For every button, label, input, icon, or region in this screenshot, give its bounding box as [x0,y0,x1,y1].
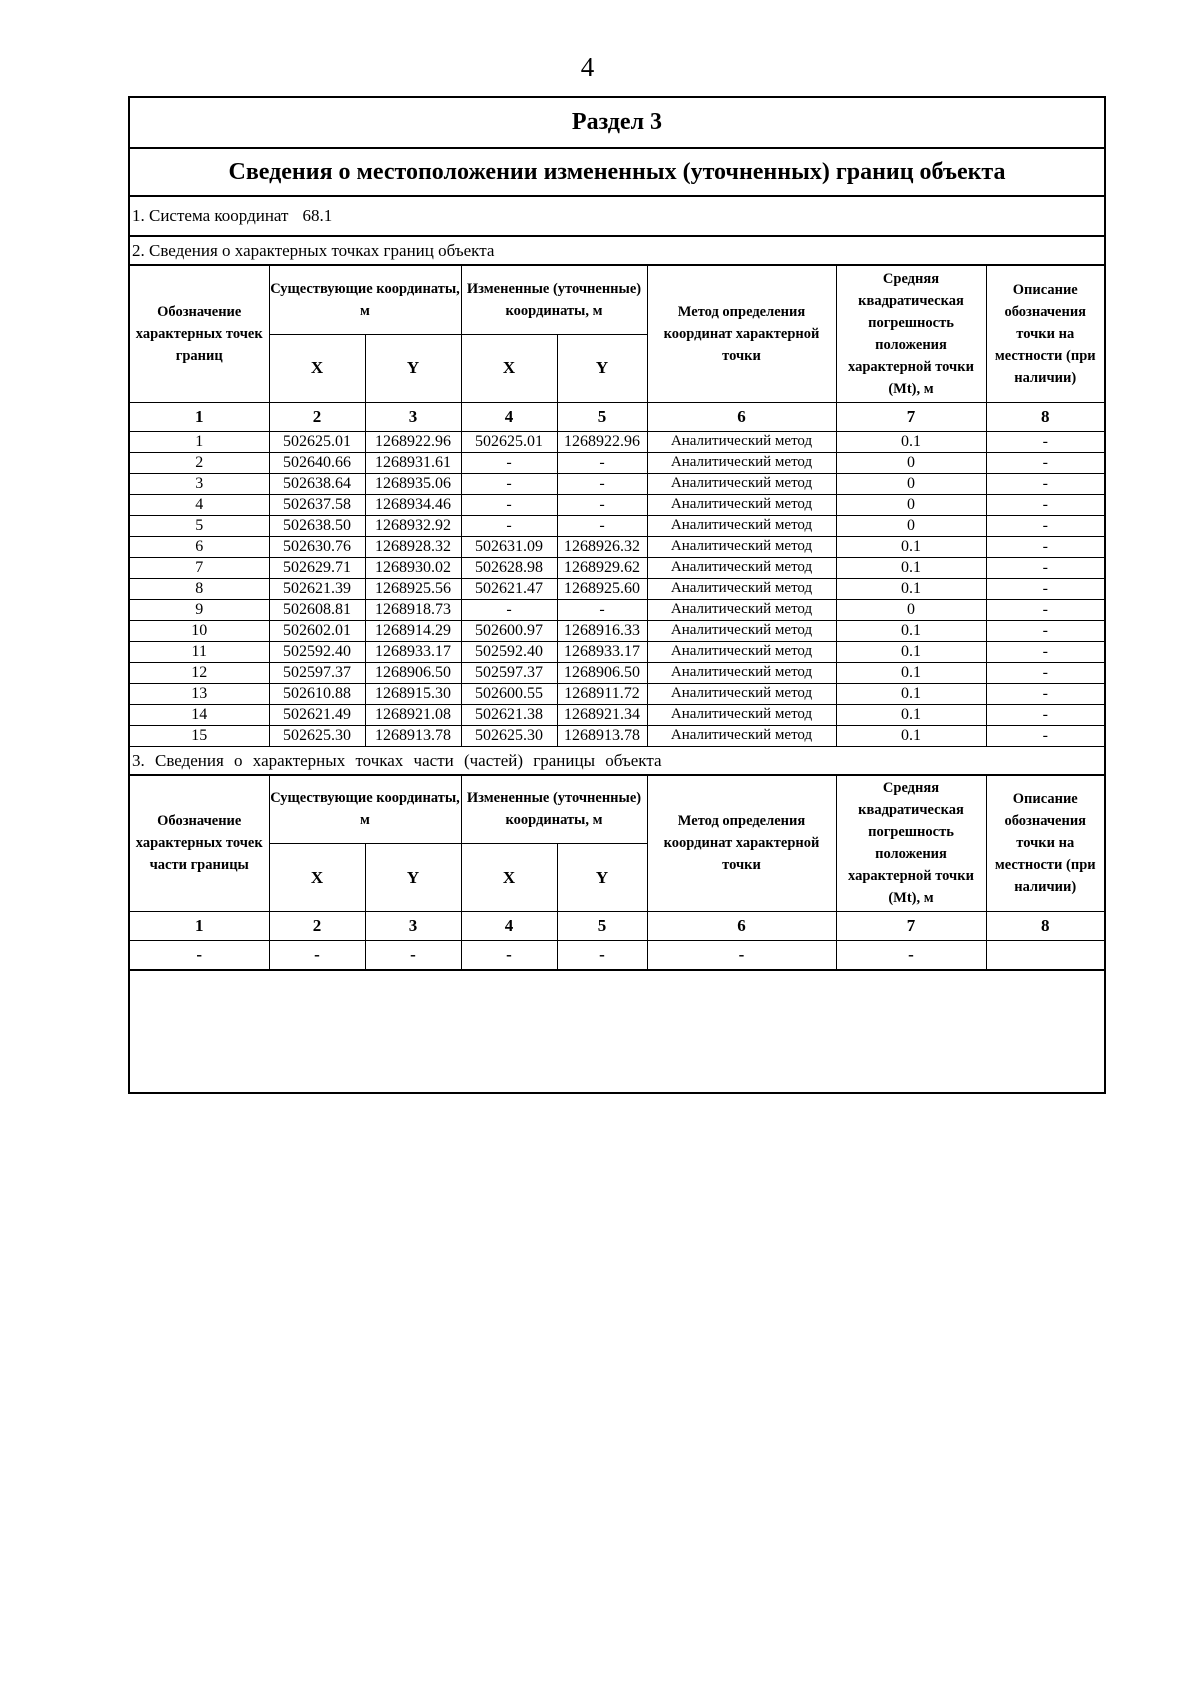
method-cell: Аналитический метод [647,662,836,683]
error-cell: 0.1 [836,620,986,641]
existing-y-cell: 1268921.08 [365,704,461,725]
changed-y-cell: - [557,599,647,620]
existing-y-cell: 1268922.96 [365,431,461,452]
description-cell: - [986,704,1104,725]
existing-x-cell: 502597.37 [269,662,365,683]
description-cell: - [986,536,1104,557]
changed-x-cell: - [461,599,557,620]
existing-x-cell: - [269,941,365,970]
error-cell: 0.1 [836,536,986,557]
description-cell [986,941,1104,970]
method-cell: Аналитический метод [647,704,836,725]
changed-y-cell: 1268922.96 [557,431,647,452]
changed-x-cell: 502592.40 [461,641,557,662]
changed-x-cell: 502621.47 [461,578,557,599]
table-row [130,641,1104,662]
existing-x-cell: 502602.01 [269,620,365,641]
header-changed-y: Y [557,334,647,402]
table-row [130,662,1104,683]
column-number: 5 [557,402,647,431]
changed-y-cell: 1268926.32 [557,536,647,557]
column-numbers-row [130,402,1104,431]
method-cell: Аналитический метод [647,599,836,620]
table-row [130,683,1104,704]
description-cell: - [986,578,1104,599]
table-row [130,473,1104,494]
changed-y-cell: 1268916.33 [557,620,647,641]
boundary-points-table [130,266,1104,747]
table-row [130,704,1104,725]
column-number: 4 [461,402,557,431]
description-cell: - [986,662,1104,683]
description-cell: - [986,683,1104,704]
method-cell: Аналитический метод [647,641,836,662]
description-cell: - [986,620,1104,641]
point-number-cell: 9 [130,599,269,620]
header-description: Описание обозначения точки на местности (при наличии) [986,776,1104,912]
existing-x-cell: 502610.88 [269,683,365,704]
existing-x-cell: 502638.50 [269,515,365,536]
column-number: 8 [986,912,1104,941]
header-designation: Обозначение характерных точек границ [130,266,269,402]
existing-y-cell: 1268934.46 [365,494,461,515]
table-row [130,557,1104,578]
point-number-cell: 14 [130,704,269,725]
point-number-cell: 3 [130,473,269,494]
document-title: Сведения о местоположении измененных (уточненных) границ объекта [130,149,1104,197]
section-title: Раздел 3 [130,98,1104,149]
method-cell: Аналитический метод [647,578,836,599]
error-cell: 0.1 [836,578,986,599]
point-number-cell: 13 [130,683,269,704]
part3-title: 3. Сведения о характерных точках части (частей) границы объекта [130,747,1104,776]
description-cell: - [986,725,1104,746]
table-row [130,494,1104,515]
existing-x-cell: 502637.58 [269,494,365,515]
column-number: 1 [130,402,269,431]
header-existing-x: X [269,844,365,912]
header-existing-y: Y [365,844,461,912]
document-frame [128,96,1106,1094]
description-cell: - [986,431,1104,452]
header-changed-coords: Измененные (уточненные) координаты, м [461,776,647,844]
method-cell: - [647,941,836,970]
point-number-cell: 11 [130,641,269,662]
point-number-cell: 8 [130,578,269,599]
changed-x-cell: 502597.37 [461,662,557,683]
existing-y-cell: 1268931.61 [365,452,461,473]
coordinate-system-label: 1. Система координат [132,206,289,225]
changed-x-cell: - [461,452,557,473]
method-cell: Аналитический метод [647,431,836,452]
table-row [130,599,1104,620]
existing-y-cell: 1268906.50 [365,662,461,683]
method-cell: Аналитический метод [647,473,836,494]
changed-y-cell: - [557,452,647,473]
existing-x-cell: 502592.40 [269,641,365,662]
column-number: 2 [269,402,365,431]
existing-y-cell: 1268932.92 [365,515,461,536]
coordinate-system-row [130,197,1104,237]
changed-x-cell: 502628.98 [461,557,557,578]
header-changed-x: X [461,844,557,912]
point-number-cell: 7 [130,557,269,578]
changed-x-cell: - [461,941,557,970]
point-number-cell: 2 [130,452,269,473]
changed-y-cell: 1268933.17 [557,641,647,662]
method-cell: Аналитический метод [647,452,836,473]
column-number: 8 [986,402,1104,431]
existing-y-cell: 1268933.17 [365,641,461,662]
existing-y-cell: 1268914.29 [365,620,461,641]
existing-x-cell: 502608.81 [269,599,365,620]
method-cell: Аналитический метод [647,536,836,557]
part2-title: 2. Сведения о характерных точках границ объекта [130,237,1104,266]
table-row [130,536,1104,557]
description-cell: - [986,452,1104,473]
error-cell: 0.1 [836,662,986,683]
point-number-cell: 5 [130,515,269,536]
changed-y-cell: 1268925.60 [557,578,647,599]
table-row [130,725,1104,746]
header-changed-x: X [461,334,557,402]
error-cell: 0.1 [836,725,986,746]
header-existing-x: X [269,334,365,402]
method-cell: Аналитический метод [647,515,836,536]
column-number: 7 [836,912,986,941]
column-number: 5 [557,912,647,941]
changed-x-cell: - [461,494,557,515]
error-cell: 0.1 [836,557,986,578]
column-number: 6 [647,402,836,431]
changed-x-cell: 502600.55 [461,683,557,704]
boundary-points-body [130,431,1104,746]
header-existing-coords: Существующие координаты, м [269,776,461,844]
description-cell: - [986,599,1104,620]
method-cell: Аналитический метод [647,620,836,641]
page-number: 4 [580,52,595,82]
error-cell: 0.1 [836,704,986,725]
error-cell: 0 [836,473,986,494]
changed-x-cell: - [461,473,557,494]
method-cell: Аналитический метод [647,494,836,515]
point-number-cell: 1 [130,431,269,452]
part-boundary-points-table [130,776,1104,971]
point-number-cell: 10 [130,620,269,641]
table-row [130,515,1104,536]
error-cell: 0 [836,515,986,536]
table-row [130,578,1104,599]
changed-y-cell: - [557,941,647,970]
error-cell: 0.1 [836,641,986,662]
column-number: 1 [130,912,269,941]
changed-y-cell: - [557,473,647,494]
header-changed-y: Y [557,844,647,912]
existing-y-cell: 1268925.56 [365,578,461,599]
header-existing-y: Y [365,334,461,402]
header-error: Средняя квадратическая погрешность положения характерной точки (Mt), м [836,266,986,402]
existing-y-cell: 1268930.02 [365,557,461,578]
changed-x-cell: 502600.97 [461,620,557,641]
existing-x-cell: 502621.39 [269,578,365,599]
header-method: Метод определения координат характерной точки [647,266,836,402]
method-cell: Аналитический метод [647,725,836,746]
existing-x-cell: 502625.01 [269,431,365,452]
changed-x-cell: 502621.38 [461,704,557,725]
error-cell: 0 [836,599,986,620]
method-cell: Аналитический метод [647,557,836,578]
column-number: 3 [365,912,461,941]
description-cell: - [986,473,1104,494]
existing-y-cell: 1268913.78 [365,725,461,746]
header-description: Описание обозначения точки на местности (при наличии) [986,266,1104,402]
method-cell: Аналитический метод [647,683,836,704]
changed-y-cell: 1268911.72 [557,683,647,704]
changed-y-cell: - [557,494,647,515]
header-designation: Обозначение характерных точек части границы [130,776,269,912]
point-number-cell: 15 [130,725,269,746]
existing-x-cell: 502630.76 [269,536,365,557]
existing-x-cell: 502640.66 [269,452,365,473]
changed-y-cell: - [557,515,647,536]
error-cell: 0 [836,452,986,473]
column-number: 3 [365,402,461,431]
point-number-cell: - [130,941,269,970]
error-cell: - [836,941,986,970]
column-number: 4 [461,912,557,941]
header-existing-coords: Существующие координаты, м [269,266,461,334]
changed-y-cell: 1268913.78 [557,725,647,746]
error-cell: 0.1 [836,683,986,704]
description-cell: - [986,641,1104,662]
changed-x-cell: 502625.01 [461,431,557,452]
existing-x-cell: 502638.64 [269,473,365,494]
header-error: Средняя квадратическая погрешность положения характерной точки (Mt), м [836,776,986,912]
point-number-cell: 12 [130,662,269,683]
part-boundary-points-body [130,941,1104,970]
point-number-cell: 6 [130,536,269,557]
blank-notes-area [130,970,1104,1077]
changed-y-cell: 1268921.34 [557,704,647,725]
error-cell: 0.1 [836,431,986,452]
description-cell: - [986,557,1104,578]
column-numbers-row [130,912,1104,941]
column-number: 2 [269,912,365,941]
changed-x-cell: 502625.30 [461,725,557,746]
error-cell: 0 [836,494,986,515]
table-row [130,431,1104,452]
existing-y-cell: 1268915.30 [365,683,461,704]
description-cell: - [986,494,1104,515]
existing-x-cell: 502621.49 [269,704,365,725]
changed-y-cell: 1268906.50 [557,662,647,683]
existing-y-cell: - [365,941,461,970]
column-number: 7 [836,402,986,431]
changed-x-cell: - [461,515,557,536]
table-row [130,452,1104,473]
table-row [130,941,1104,970]
table-row [130,620,1104,641]
existing-y-cell: 1268918.73 [365,599,461,620]
description-cell: - [986,515,1104,536]
header-changed-coords: Измененные (уточненные) координаты, м [461,266,647,334]
existing-x-cell: 502629.71 [269,557,365,578]
changed-x-cell: 502631.09 [461,536,557,557]
existing-y-cell: 1268928.32 [365,536,461,557]
header-method: Метод определения координат характерной точки [647,776,836,912]
coordinate-system-value: 68.1 [302,206,333,225]
existing-y-cell: 1268935.06 [365,473,461,494]
changed-y-cell: 1268929.62 [557,557,647,578]
column-number: 6 [647,912,836,941]
existing-x-cell: 502625.30 [269,725,365,746]
point-number-cell: 4 [130,494,269,515]
